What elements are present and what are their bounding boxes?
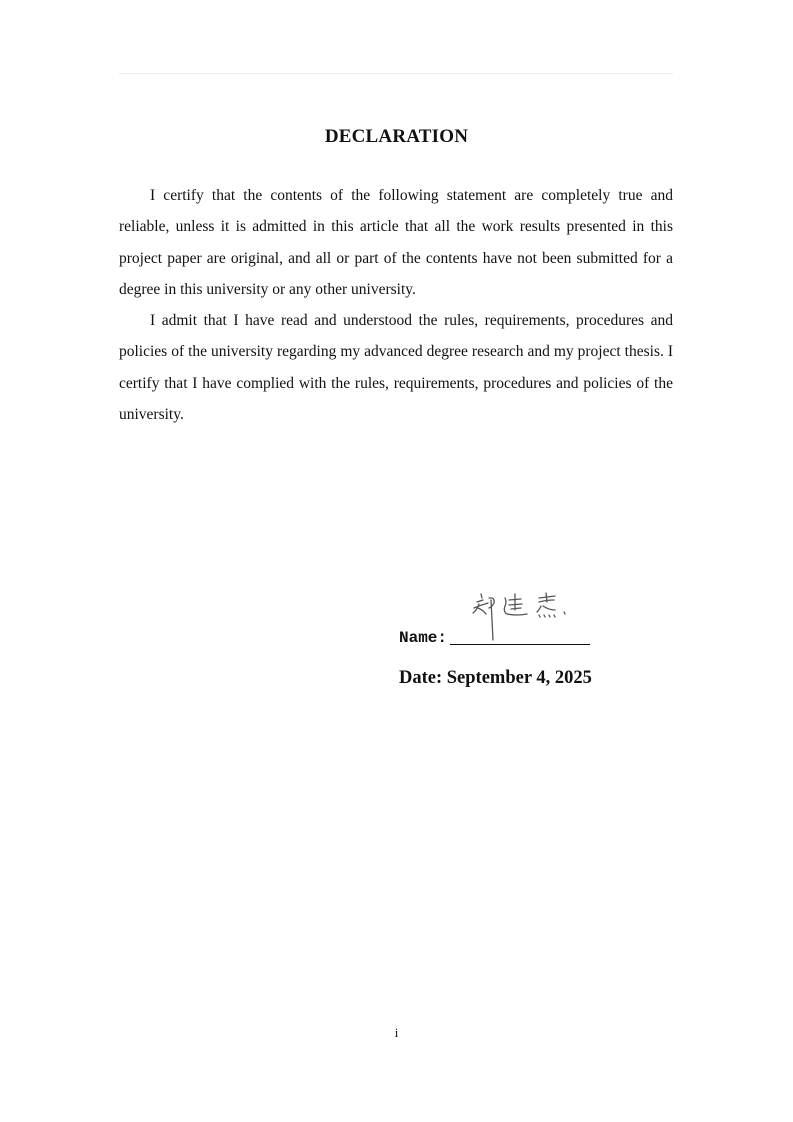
paragraph-admit: I admit that I have read and understood the rules, requirements, procedures and policies of the university regarding my advanced degree research and my project thesis. I certify that I have complied with the rules, requirements, procedures and policies of the university.	[119, 312, 673, 424]
date-line: Date: September 4, 2025	[399, 668, 592, 688]
signature-block	[399, 588, 659, 698]
header-rule	[119, 73, 673, 74]
name-signature-line	[450, 644, 590, 645]
paragraph-certify: I certify that the contents of the following statement are completely true and reliable, unless it is admitted in this article that all the work results presented in this project paper are original, and all or part of the contents have not been submitted for a degree in this university or any other university.	[119, 187, 673, 298]
declaration-body	[119, 180, 673, 430]
page-number: i	[394, 1025, 399, 1040]
name-label: Name:	[399, 629, 448, 647]
name-row	[399, 624, 590, 648]
page-title: DECLARATION	[324, 126, 469, 147]
